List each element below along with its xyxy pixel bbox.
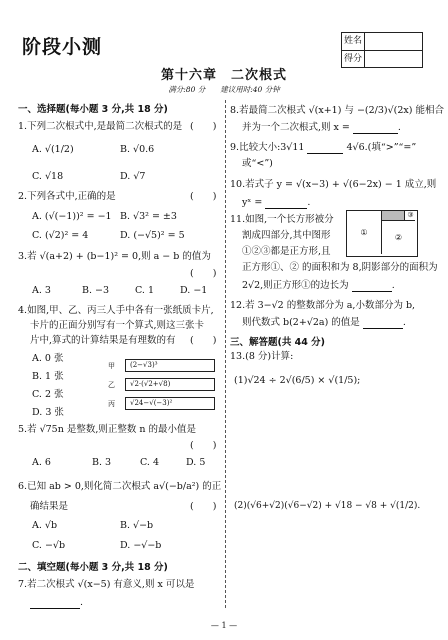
q7-period: .	[80, 597, 84, 608]
q4-stem-line-2: 卡片的正面分别写有一个算式,则这三张卡	[30, 320, 205, 331]
q7-answer-blank[interactable]	[30, 597, 80, 609]
q6-stem-line-1: 6.已知 ab > 0,则化简二次根式 a√(−b/a²) 的正	[18, 481, 222, 492]
q5-option-c[interactable]: C. 4	[140, 457, 160, 468]
q5-option-a[interactable]: A. 6	[32, 457, 51, 468]
q8-answer-blank[interactable]	[353, 122, 398, 134]
page-title: 阶段小测	[22, 36, 103, 58]
q8-stem-line-2	[242, 121, 401, 134]
q11-text: 2√2,则正方形①的边长为	[242, 280, 349, 291]
q6-option-d[interactable]: D. −√−b	[120, 540, 162, 551]
q3-stem: 3.若 √(a+2) + (b−1)² = 0,则 a − b 的值为	[18, 251, 211, 262]
q2-stem: 2.下列各式中,正确的是	[18, 191, 116, 202]
q11-stem-line-5	[242, 279, 395, 292]
section-3-heading: 三、解答题(共 44 分)	[230, 337, 326, 348]
square-3: ③	[404, 211, 416, 220]
score-label: 得分	[342, 51, 365, 68]
q1-option-d[interactable]: D. √7	[120, 171, 146, 182]
q5-option-b[interactable]: B. 3	[92, 457, 112, 468]
q6-option-a[interactable]: A. √b	[32, 520, 58, 531]
chapter-title: 第十六章 二次根式	[160, 68, 287, 83]
q13-part-1-work-area[interactable]	[234, 392, 434, 492]
card-yi: √2·(√2+√8)	[125, 378, 215, 391]
q5-option-d[interactable]: D. 5	[186, 457, 206, 468]
square-1: ①	[347, 211, 382, 254]
name-label: 姓名	[342, 33, 365, 50]
q12-stem-line-2	[242, 316, 406, 329]
page-number: — 1 —	[210, 621, 238, 630]
q6-option-c[interactable]: C. −√b	[32, 540, 66, 551]
card-yi-label: 乙	[108, 381, 115, 389]
left-column	[18, 103, 218, 116]
card-jia: (2−√3)³	[125, 359, 215, 372]
q4-stem-line-3: 片中,算式的计算结果是有理数的有	[30, 335, 176, 346]
name-field[interactable]	[365, 33, 422, 50]
section-1-heading: 一、选择题(每小题 3 分,共 18 分)	[18, 104, 168, 115]
q1-stem: 1.下列二次根式中,是最简二次根式的是	[18, 121, 183, 132]
q10-answer-blank[interactable]	[265, 197, 307, 209]
name-score-box	[341, 32, 423, 68]
q10-period: .	[307, 197, 311, 208]
q7-answer-row	[30, 596, 83, 609]
q9-text-mid: 4√6.(填“>”“=”	[346, 142, 417, 153]
q12-stem-line-1: 12.若 3−√2 的整数部分为 a,小数部分为 b,	[230, 300, 416, 311]
q4-stem-line-1: 4.如图,甲、乙、丙三人手中各有一张纸质卡片,	[18, 305, 214, 316]
q1-option-a[interactable]: A. √(1/2)	[32, 144, 74, 155]
q13-part-2-work-area[interactable]	[234, 518, 434, 608]
q10-stem-line-2	[242, 196, 310, 209]
q12-period: .	[402, 317, 406, 328]
q3-option-a[interactable]: A. 3	[32, 285, 51, 296]
q3-option-c[interactable]: C. 1	[135, 285, 155, 296]
square-2: ②	[382, 220, 415, 255]
q4-option-a[interactable]: A. 0 张	[32, 353, 64, 364]
q6-stem-line-2: 确结果是	[30, 501, 69, 512]
q1-paren: ( )	[190, 121, 217, 132]
q2-option-d[interactable]: D. (−√5)² = 5	[120, 230, 185, 241]
q5-stem: 5.若 √75n 是整数,则正整数 n 的最小值是	[18, 424, 197, 435]
q9-stem-line-1	[230, 141, 416, 154]
column-divider	[225, 100, 226, 608]
q2-option-a[interactable]: A. (√(−1))² = −1	[32, 211, 112, 222]
q11-stem-line-2: 割成四部分,其中图形	[242, 230, 331, 241]
card-bing-label: 丙	[108, 400, 115, 408]
q4-option-b[interactable]: B. 1 张	[32, 371, 64, 382]
q12-answer-blank[interactable]	[363, 317, 403, 329]
q6-option-b[interactable]: B. √−b	[120, 520, 154, 531]
exam-meta: 满分:80 分 建议用时:40 分钟	[168, 85, 280, 94]
q11-stem-line-4: 正方形①、② 的面积和为 8,阴影部分的面积为	[242, 262, 438, 273]
q13-part-1: (1)√24 ÷ 2√(6/5) × √(1/5);	[234, 375, 361, 386]
q7-stem-line-1: 7.若二次根式 √(x−5) 有意义,则 x 可以是	[18, 579, 195, 590]
q6-paren: ( )	[190, 501, 217, 512]
q10-text: yˣ =	[242, 197, 263, 208]
q9-stem-line-2: 或“<”)	[242, 158, 273, 169]
q9-answer-blank[interactable]	[307, 142, 343, 154]
q2-option-b[interactable]: B. √3² = ±3	[120, 211, 177, 222]
q8-period: .	[397, 122, 401, 133]
q5-paren: ( )	[190, 440, 217, 451]
q4-option-d[interactable]: D. 3 张	[32, 407, 64, 418]
q3-option-b[interactable]: B. −3	[82, 285, 110, 296]
q10-stem-line-1: 10.若式子 y = √(x−3) + √(6−2x) − 1 成立,则	[230, 179, 437, 190]
q1-option-b[interactable]: B. √0.6	[120, 144, 155, 155]
shaded-region	[382, 211, 404, 220]
q12-text: 则代数式 b(2+√2a) 的值是	[242, 317, 360, 328]
q8-text: 并为一个二次根式,则 x =	[242, 122, 350, 133]
q13-stem: 13.(8 分)计算:	[230, 351, 294, 362]
q3-paren: ( )	[190, 268, 217, 279]
q11-stem-line-1: 11.如图,一个长方形被分	[230, 214, 334, 225]
section-2-heading: 二、填空题(每小题 3 分,共 18 分)	[18, 562, 168, 573]
q3-option-d[interactable]: D. −1	[180, 285, 208, 296]
q11-answer-blank[interactable]	[352, 280, 392, 292]
q4-paren: ( )	[190, 335, 217, 346]
q11-stem-line-3: ①②③都是正方形,且	[242, 246, 331, 257]
q11-period: .	[391, 280, 395, 291]
q2-option-c[interactable]: C. (√2)² = 4	[32, 230, 89, 241]
q1-option-c[interactable]: C. √18	[32, 171, 64, 182]
q9-text: 9.比较大小:3√11	[230, 142, 305, 153]
card-jia-label: 甲	[108, 362, 115, 370]
q13-part-2: (2)(√6+√2)(√6−√2) + √18 − √8 + √(1/2).	[234, 501, 421, 511]
q2-paren: ( )	[190, 191, 217, 202]
q4-option-c[interactable]: C. 2 张	[32, 389, 64, 400]
card-bing: √24−√(−3)²	[125, 397, 215, 410]
q8-stem-line-1: 8.若最简二次根式 √(x+1) 与 −(2/3)√(2x) 能相合	[230, 105, 445, 116]
